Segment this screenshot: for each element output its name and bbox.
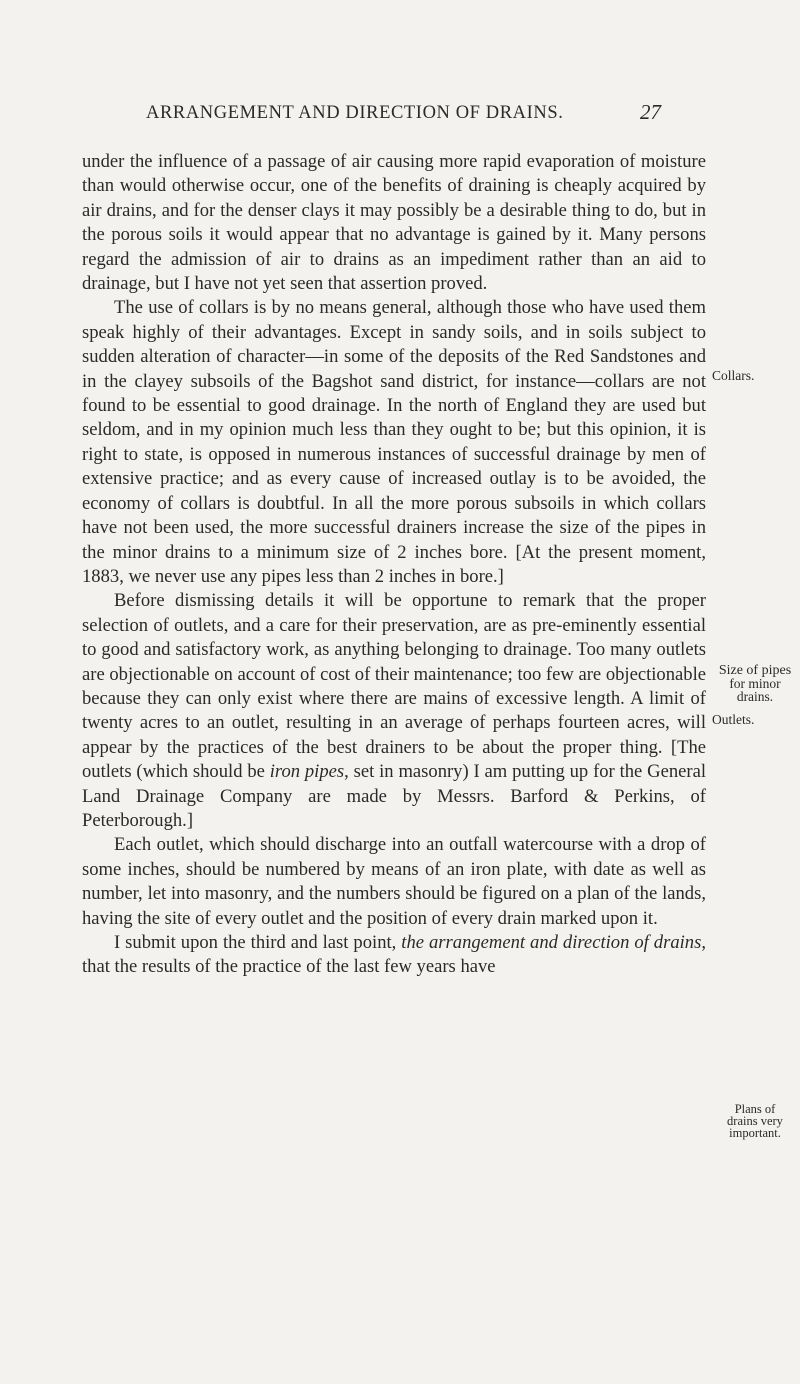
margin-note-plans [711, 1103, 799, 1139]
paragraph-air-drains: under the influence of a passage of air causing more rapid evaporation of moisture than would otherwise occur, one of the benefits of draining is cheaply acquired by air drains, and for the denser clays it may possibly be a desirable thing to do, but in the porous soils it would appear that no advantage is gained by it. Many persons regard the admission of air to drains as an impediment rather than an aid to drainage, but I have not yet seen that assertion proved. [82, 151, 706, 295]
margin-note-line: Size of pipes [718, 663, 792, 678]
paragraph-third-point-text-1: I submit upon the third and last point, [114, 932, 402, 953]
margin-note-size-of-pipes [711, 664, 799, 703]
margin-note-line: for minor [729, 676, 781, 691]
paragraph-outlets-text-2: , set in masonry) I am putting up for the General Land Drainage Company are made by Messrs. Barford & Perkins, of Peterborough.] [82, 761, 706, 831]
margin-note-collars: Collars. [712, 368, 755, 383]
margin-note-line: drains very [727, 1114, 783, 1128]
margin-note-outlets: Outlets. [712, 712, 755, 727]
running-head: ARRANGEMENT AND DIRECTION OF DRAINS. [146, 103, 564, 123]
emphasis-iron-pipes: iron pipes [269, 761, 345, 783]
paragraph-third-point-text-2: , that the results of the practice of the last few years have [82, 932, 706, 978]
paragraph-outlets-text-1: Before dismissing details it will be opportune to remark that the proper selection of outlets, and a care for their preservation, are as pre-eminently essential to good and satisfactory work, as anything belonging to drainage. Too many outlets are objectionable on account of cost of their maintenance; too few are objectionable because they can only exist where there are mains of excessive length. A limit of twenty acres to an outlet, resulting in an average of perhaps fourteen acres, will appear by the practices of the best drainers to be about the proper thing. [The outlets (which should be [82, 590, 706, 783]
margin-note-line: Plans of [734, 1102, 776, 1116]
emphasis-arrangement: the arrangement and direction of drains [401, 932, 702, 953]
paragraph-third-point [82, 931, 706, 980]
paragraph-numbering: Each outlet, which should discharge into an outfall watercourse with a drop of some inches, should be numbered by means of an iron plate, with date as well as number, let into masonry, and the numbers should be figured on a plan of the lands, having the site of every outlet and the position of every drain marked upon it. [82, 834, 706, 929]
body-text [82, 150, 706, 980]
paragraph-outlets [82, 589, 706, 833]
paragraph-collars: The use of collars is by no means general, although those who have used them speak highly of their advantages. Except in sandy soils, and in soils subject to sudden alteration of character—in some of the deposits of the Red Sandstones and in the clayey subsoils of the Bagshot sand district, for instance—collars are not found to be essential to good drainage. In the north of England they are used but seldom, and in my opinion much less than they ought to be; but this opinion, it is right to state, is opposed in numerous instances of successful drainage by men of extensive practice; and as every cause of increased outlay is to be avoided, the economy of collars is doubtful. In all the more porous subsoils in which collars have not been used, the more successful drainers increase the size of the pipes in the minor drains to a minimum size of 2 inches bore. [At the present moment, 1883, we never use any pipes less than 2 inches in bore.] [82, 297, 706, 587]
margin-note-line: drains. [736, 689, 774, 704]
page-number: 27 [640, 100, 661, 124]
margin-note-line: important. [729, 1126, 781, 1140]
